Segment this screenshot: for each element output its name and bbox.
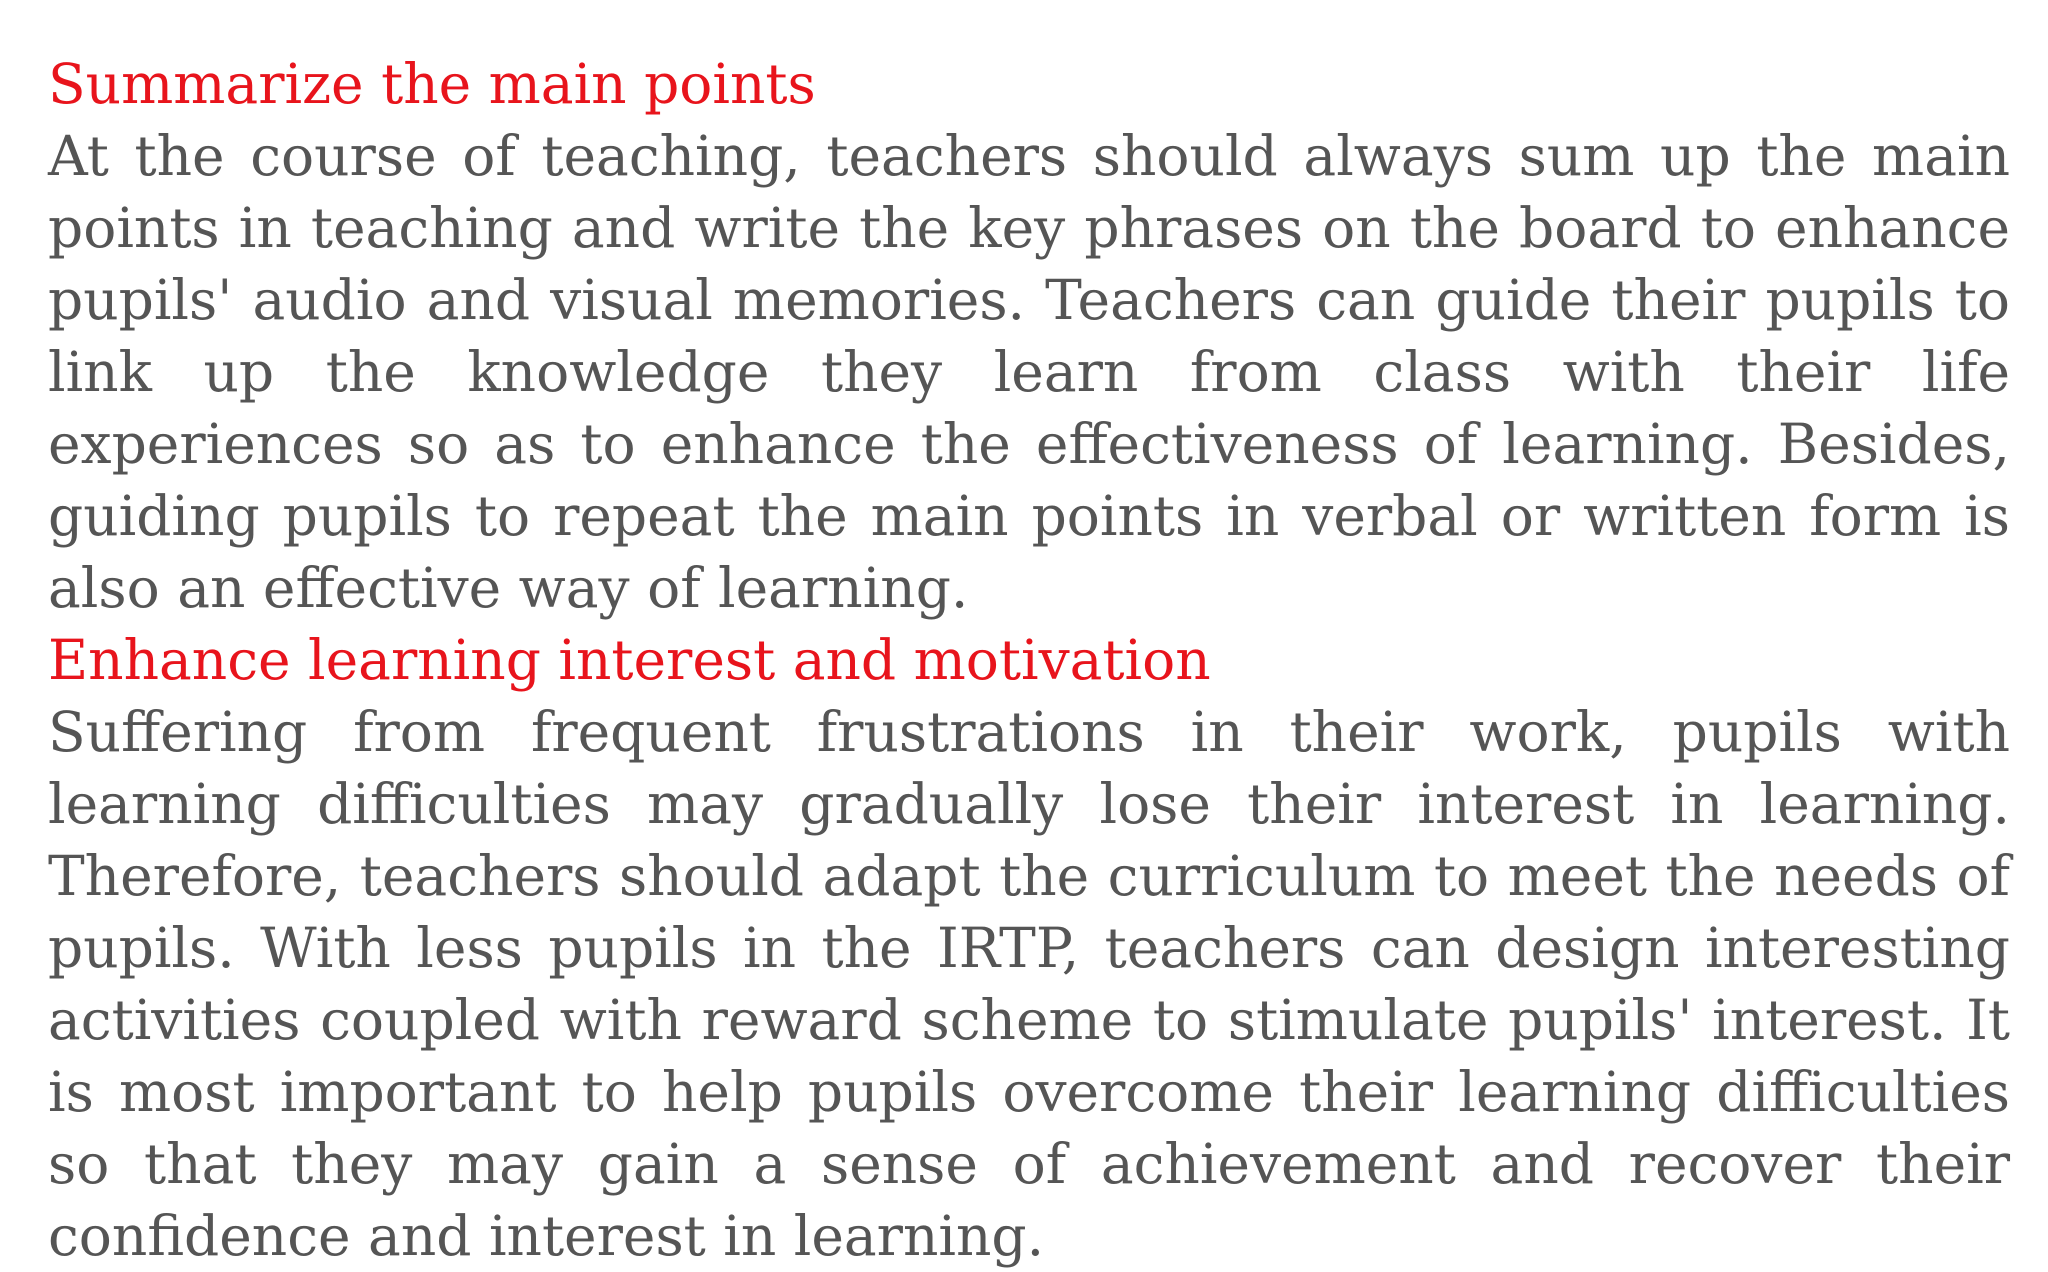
section-heading: Enhance learning interest and motivation [48, 628, 1211, 692]
section-paragraph: Suffering from frequent frustrations in their work, pupils with learning difficulties may gradually lose their interest in learning. Therefore, teachers should adapt the curriculum to meet the needs of pupils. With less pupils in the IRTP, teachers can design interesting activities coupled with reward scheme to stimulate pupils' interest. It is most important to help pupils overcome their learning difficulties so that they may gain a sense of achievement and recover their confidence and interest in learning. [48, 700, 2010, 1268]
section-motivation [48, 624, 2010, 1272]
section-paragraph: At the course of teaching, teachers should always sum up the main points in teaching and write the key phrases on the board to enhance pupils' audio and visual memories. Teachers can guide their pupils to link up the knowledge they learn from class with their life experiences so as to enhance the effectiveness of learning. Besides, guiding pupils to repeat the main points in verbal or written form is also an effective way of learning. [48, 124, 2010, 620]
section-heading: Summarize the main points [48, 52, 816, 116]
document-page [48, 48, 2010, 1272]
section-summarize [48, 48, 2010, 624]
